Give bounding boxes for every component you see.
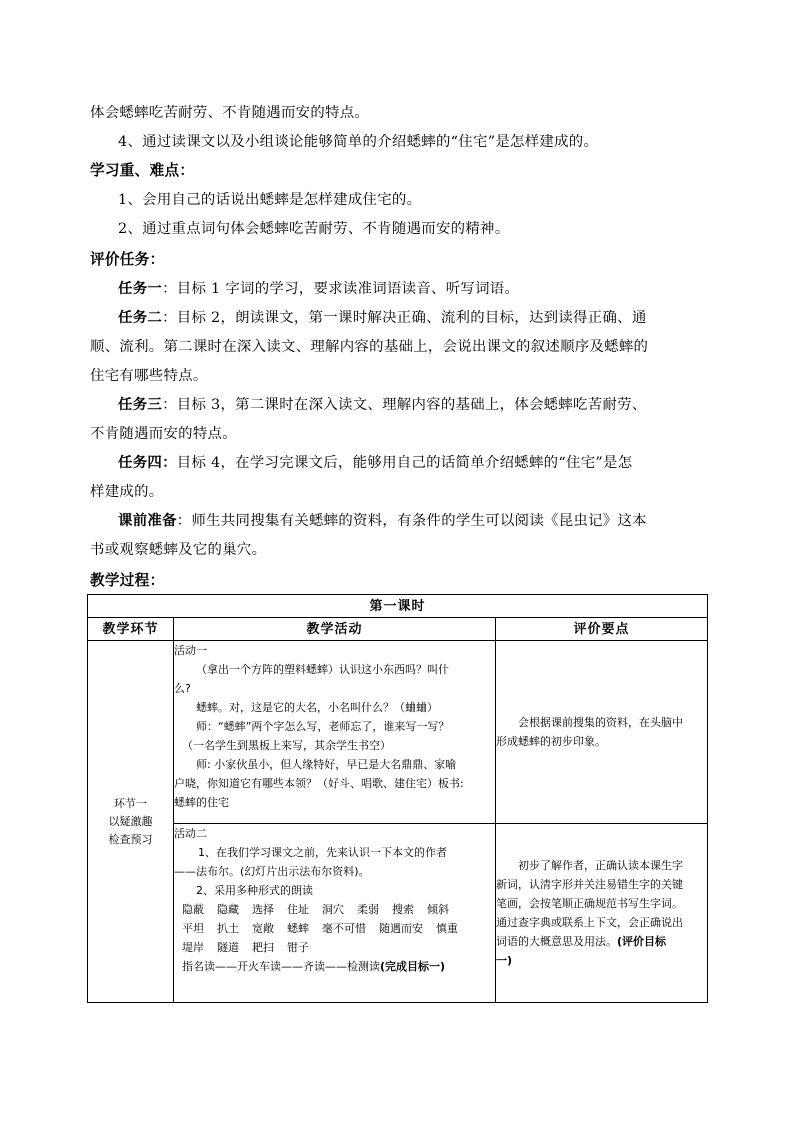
task-4-line-2: 样建成的。 — [90, 484, 164, 500]
task-label: 任务四： — [118, 455, 177, 471]
activity-line: ——法布尔。(幻灯片出示法布尔资料)。 — [174, 865, 370, 878]
vocab-word: 蟋蟀 — [287, 922, 309, 935]
column-header: 教学活动 — [174, 618, 496, 641]
task-text: ：目标 2，朗读课文，第一课时解决正确、流利的目标，达到读得正确、通 — [162, 310, 647, 326]
evaluation-line: 新词，认清字形并关注易错生字的关键 — [496, 878, 683, 891]
evaluation-text: 词语的大概意思及用法。 — [496, 935, 617, 948]
reading-goal: (完成目标一) — [380, 960, 446, 973]
activity-1-cell — [174, 641, 496, 824]
vocab-row — [174, 900, 495, 919]
stage-line: 环节一 — [114, 796, 147, 810]
evaluation-line: 通过查字典或联系上下文，会正确说出 — [496, 916, 683, 929]
task-3-line-1 — [118, 395, 647, 415]
table-row — [88, 824, 708, 1003]
evaluation-1-cell — [496, 641, 708, 824]
prep-text: ：师生共同搜集有关蟋蟀的资料，有条件的学生可以阅读《昆虫记》这本 — [176, 513, 647, 529]
prep-line-2: 书或观察蟋蟀及它的巢穴。 — [90, 542, 267, 558]
vocab-word: 洞穴 — [322, 903, 344, 916]
evaluation-line: 笔画，会按笔顺正确规范书写生字词。 — [496, 897, 683, 910]
table-header-row — [88, 618, 708, 641]
activity-line: （一名学生到黑板上来写，其余学生书空） — [182, 739, 391, 752]
section-heading: 评价任务： — [90, 251, 165, 268]
task-2-line-1 — [118, 308, 647, 328]
vocab-word: 选择 — [252, 903, 274, 916]
evaluation-2-cell — [496, 824, 708, 1003]
table-title: 第一课时 — [88, 595, 708, 618]
column-header: 评价要点 — [496, 618, 708, 641]
lesson-plan-table — [87, 594, 708, 1003]
section-heading: 学习重、难点： — [90, 162, 195, 179]
table-row — [88, 641, 708, 824]
task-1 — [118, 279, 519, 299]
vocab-word: 隐藏 — [217, 903, 239, 916]
activity-line: 1、在我们学习课文之前，先来认识一下本文的作者 — [198, 846, 447, 859]
activity-line: 蟋蟀的住宅 — [174, 796, 229, 809]
paragraph: 体会蟋蟀吃苦耐劳、不肯随遇而安的特点。 — [90, 105, 370, 121]
task-text: ：目标 3，第二课时在深入读文、理解内容的基础上，体会蟋蟀吃苦耐劳、 — [162, 397, 647, 413]
task-label: 任务二 — [118, 310, 163, 326]
vocab-row — [174, 938, 495, 957]
vocab-word: 隐蔽 — [182, 903, 204, 916]
activity-line: （拿出一个方阵的塑料蟋蟀）认识这小东西吗？叫什 — [196, 663, 449, 676]
paragraph: 4、通过读课文以及小组谈论能够简单的介绍蟋蟀的“住宅”是怎样建成的。 — [118, 134, 599, 150]
activity-line: 户晓，你知道它有哪些本领？（好斗、唱歌、建住宅）板书: — [174, 777, 464, 790]
task-text: 目标 4，在学习完课文后，能够用自己的话简单介绍蟋蟀的“住宅”是怎 — [176, 455, 633, 471]
vocab-word: 平坦 — [182, 922, 204, 935]
vocab-word: 住址 — [287, 903, 309, 916]
task-2-line-3: 住宅有哪些特点。 — [90, 368, 208, 384]
task-4-line-1 — [118, 453, 632, 473]
vocab-word: 隧道 — [217, 941, 239, 954]
vocab-word: 慎重 — [436, 922, 458, 935]
reading-sequence — [174, 957, 495, 976]
activity-title: 活动一 — [174, 644, 207, 657]
vocab-word: 扒土 — [217, 922, 239, 935]
stage-cell — [88, 641, 174, 1003]
stage-line: 以疑激趣 — [108, 814, 153, 828]
activity-line: 么? — [174, 682, 191, 695]
vocab-word: 堤岸 — [182, 941, 204, 954]
task-2-line-2: 顺、流利。第二课时在深入读文、理解内容的基础上，会说出课文的叙述顺序及蟋蟀的 — [90, 339, 649, 355]
prep-line-1 — [118, 511, 647, 531]
prep-label: 课前准备 — [118, 513, 177, 529]
evaluation-line — [496, 932, 707, 951]
vocab-word: 倾斜 — [427, 903, 449, 916]
vocab-word: 毫不可惜 — [322, 922, 366, 935]
vocab-word: 随遇而安 — [379, 922, 423, 935]
evaluation-line: 会根据课前搜集的资料，在头脑中 — [518, 716, 683, 729]
evaluation-goal: (评价目标 — [617, 935, 667, 948]
evaluation-line: 初步了解作者，正确认读本课生字 — [518, 859, 683, 872]
activity-line: 师：“蟋蟀”两个字怎么写，老师忘了，谁来写一写？ — [196, 720, 450, 733]
task-label: 任务一 — [118, 281, 163, 297]
task-label: 任务三 — [118, 397, 163, 413]
vocab-word: 耙扫 — [252, 941, 274, 954]
vocab-word: 搜索 — [392, 903, 414, 916]
stage-line: 检查预习 — [108, 832, 153, 846]
vocab-word: 宽敞 — [252, 922, 274, 935]
activity-line: 2、采用多种形式的朗读 — [196, 884, 313, 897]
evaluation-line: 形成蟋蟀的初步印象。 — [496, 735, 606, 748]
evaluation-goal: 一) — [496, 954, 513, 967]
section-heading: 教学过程： — [90, 572, 165, 589]
activity-2-cell — [174, 824, 496, 1003]
task-3-line-2: 不肯随遇而安的特点。 — [90, 426, 237, 442]
table-title-row — [88, 595, 708, 618]
activity-title: 活动二 — [174, 827, 207, 840]
column-header: 教学环节 — [88, 618, 174, 641]
activity-line: 师: 小家伙虽小，但人缘特好，早已是大名鼎鼎、家喻 — [196, 758, 457, 771]
reading-line: 指名读——开火车读——齐读——检测读 — [182, 960, 380, 973]
paragraph: 1、会用自己的话说出蟋蟀是怎样建成住宅的。 — [118, 192, 422, 208]
vocab-word: 钳子 — [287, 941, 309, 954]
paragraph: 2、通过重点词句体会蟋蟀吃苦耐劳、不肯随遇而安的精神。 — [118, 221, 510, 237]
vocab-word: 柔弱 — [357, 903, 379, 916]
vocab-row — [174, 919, 495, 938]
activity-line: 蟋蟀。对，这是它的大名，小名叫什么？（蛐蛐） — [196, 701, 438, 714]
task-text: ：目标 1 字词的学习，要求读准词语读音、听写词语。 — [162, 281, 520, 297]
